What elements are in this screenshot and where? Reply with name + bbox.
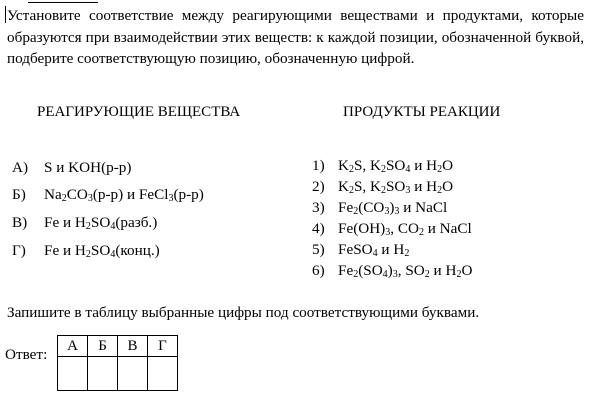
text-cursor: [5, 6, 6, 23]
product-row: [312, 262, 472, 280]
products-header: ПРОДУКТЫ РЕАКЦИИ: [343, 104, 501, 120]
reagent-row: [12, 159, 131, 177]
answer-cell-b[interactable]: [88, 357, 118, 391]
reagent-formula: S и KOH(р-р): [44, 159, 132, 176]
answer-instructions: Запишите в таблицу выбранные цифры под соответствующими буквами.: [7, 304, 480, 321]
product-number: 3): [312, 199, 325, 216]
answer-cell-g[interactable]: [148, 357, 178, 391]
task-instructions: Установите соответствие между реагирующими веществами и продуктами, которые образуются при взаимодействии этих веществ: к каждой позиции, обозначенной буквой, подберите соответствующую позицию, обозначенную цифрой.: [7, 7, 584, 67]
reagent-letter: Г): [12, 242, 26, 259]
reagent-formula: Fe и $H_2SO_4(конц.)$: [44, 242, 160, 260]
answer-cell-a[interactable]: [58, 357, 88, 391]
answer-header-b: Б: [88, 336, 118, 357]
top-rule: [28, 2, 98, 3]
product-number: 4): [312, 220, 325, 237]
reagent-formula: Fe и $H_2SO_4(разб.)$: [44, 214, 158, 232]
answer-cell-v[interactable]: [118, 357, 148, 391]
product-row: [312, 220, 472, 238]
product-formula: $Fe(OH)_3$, $CO_2$ и NaCl: [338, 220, 472, 238]
product-number: 6): [312, 262, 325, 279]
answer-header-g: Г: [148, 336, 178, 357]
product-formula: $K_2S$, $K_2SO_3$ и $H_2O$: [338, 178, 454, 196]
product-row: [312, 178, 453, 196]
product-formula: $Fe_2(SO_4)_3$, $SO_2$ и $H_2O$: [338, 262, 473, 280]
product-number: 5): [312, 241, 325, 258]
reagent-letter: А): [12, 159, 29, 176]
product-row: [312, 241, 409, 259]
product-number: 2): [312, 178, 325, 195]
answer-label: Ответ:: [5, 346, 48, 363]
product-number: 1): [312, 157, 325, 174]
reagent-letter: В): [12, 214, 28, 231]
reagent-row: [12, 186, 204, 204]
product-formula: $K_2S$, $K_2SO_4$ и $H_2O$: [338, 157, 454, 175]
product-formula: $Fe_2(CO_3)_3$ и NaCl: [338, 199, 448, 217]
answer-header-a: А: [58, 336, 88, 357]
answer-header-v: В: [118, 336, 148, 357]
reagent-formula: $Na_2CO_3(р-р)$ и FeCl$_3$(р-р): [44, 186, 204, 204]
reagent-row: [12, 242, 160, 260]
product-formula: FeSO$_4$ и $H_2$: [338, 241, 410, 259]
reagents-header: РЕАГИРУЮЩИЕ ВЕЩЕСТВА: [37, 104, 241, 120]
reagent-row: [12, 214, 157, 232]
reagent-letter: Б): [12, 186, 26, 203]
product-row: [312, 199, 447, 217]
product-row: [312, 157, 453, 175]
answer-table: [57, 335, 178, 391]
